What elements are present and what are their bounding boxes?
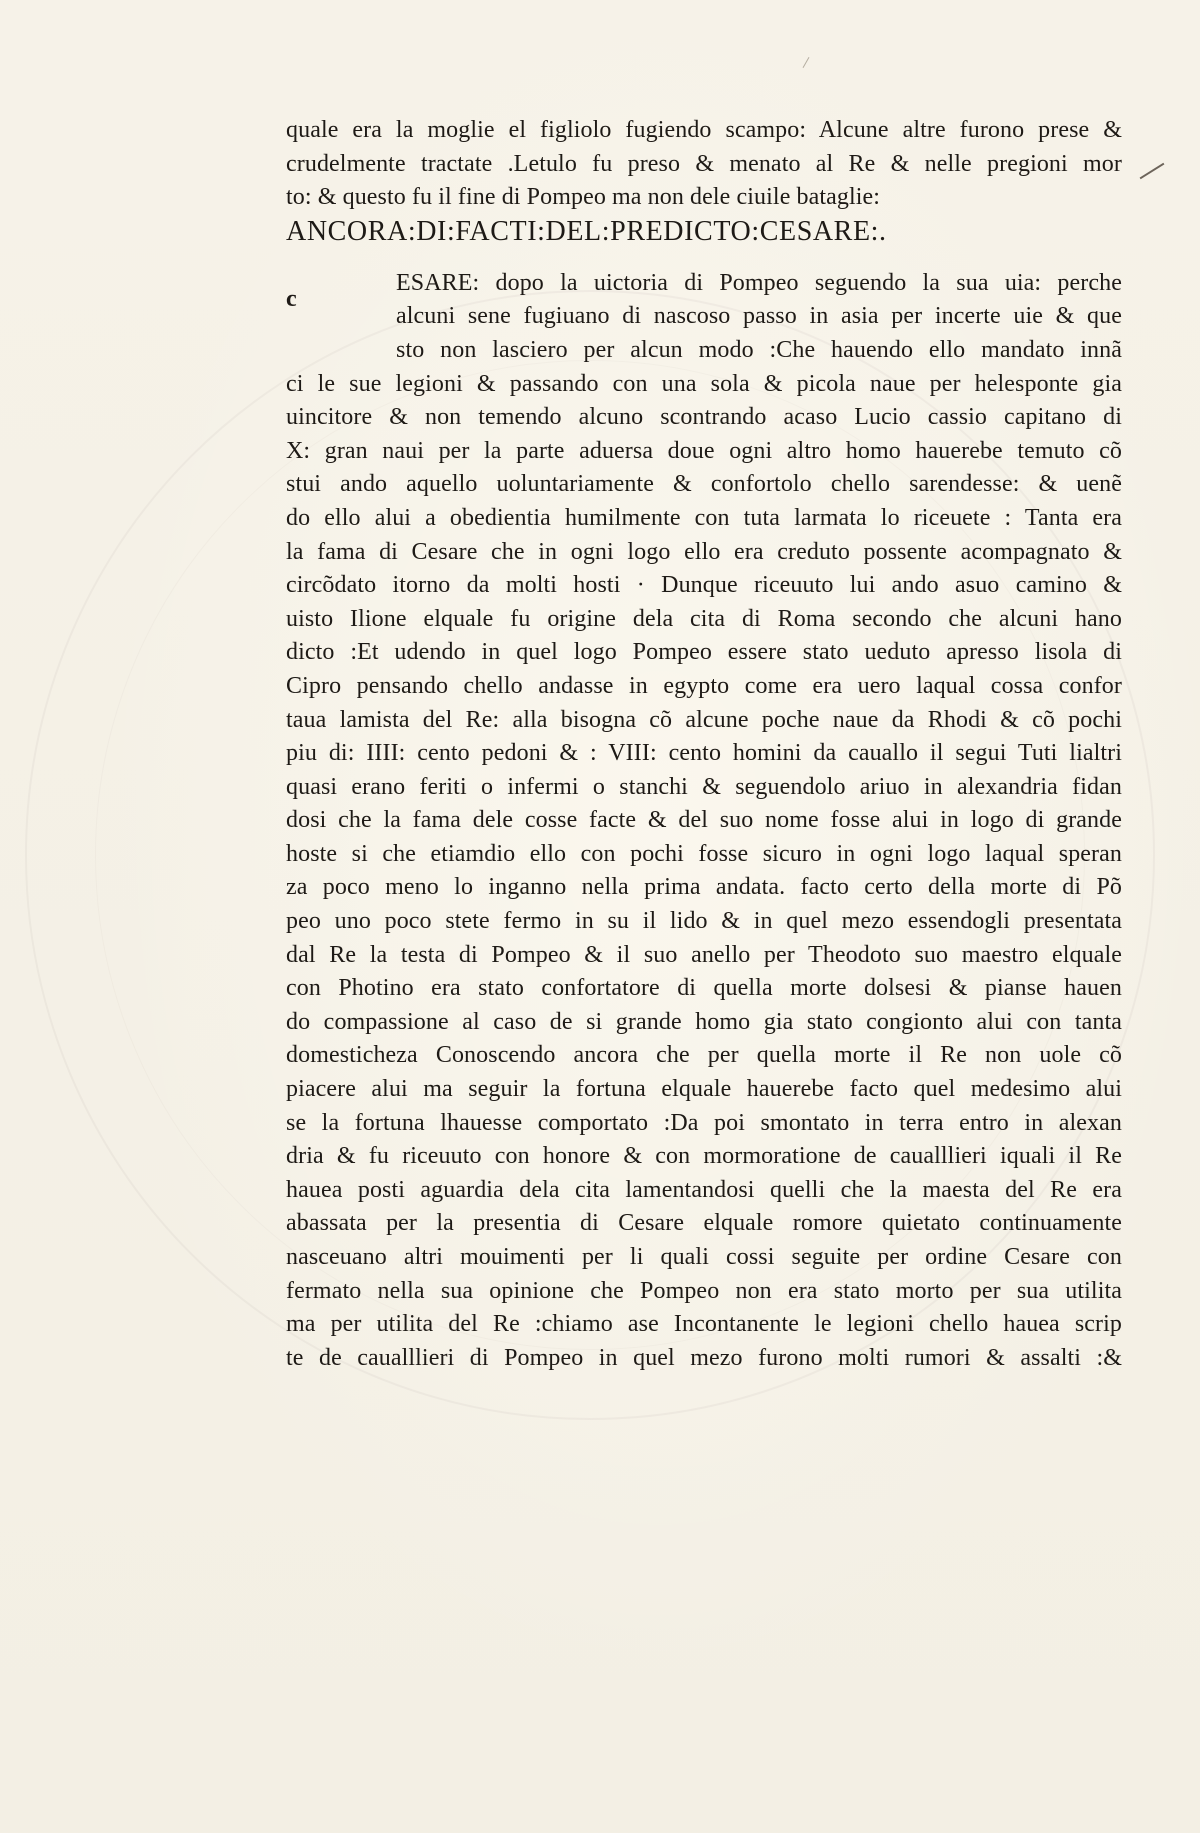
text-line: crudelmente tractate .Letulo fu preso & menato al Re & nelle pregioni mor — [286, 150, 1122, 177]
text-line: taua lamista del Re: alla bisogna cõ alcune poche naue da Rhodi & cõ pochi — [286, 706, 1122, 733]
text-line: ma per utilita del Re :chiamo ase Incontanente le legioni chello hauea scrip — [286, 1311, 1122, 1338]
text-line: peo uno poco stete fermo in su il lido & in quel mezo essendogli presentata — [286, 908, 1122, 935]
text-line: dosi che la fama dele cosse facte & del suo nome fosse alui in logo di grande — [286, 807, 1122, 834]
text-line: domesticheza Conoscendo ancora che per quella morte il Re non uole cõ — [286, 1042, 1122, 1069]
text-line: dria & fu riceuuto con honore & con mormoratione de caualllieri iquali il Re — [286, 1143, 1122, 1170]
initial-letter-guide: c — [286, 286, 297, 312]
text-line: quasi erano feriti o infermi o stanchi & seguendolo ariuo in alexandria fidan — [286, 773, 1122, 800]
chapter-heading: ANCORA:DI:FACTI:DEL:PREDICTO:CESARE:. — [286, 215, 887, 247]
text-line: to: & questo fu il fine di Pompeo ma non dele ciuile bataglie: — [286, 184, 881, 211]
text-line: za poco meno lo inganno nella prima andata. facto certo della morte di Põ — [286, 874, 1122, 901]
text-line: con Photino era stato confortatore di quella morte dolsesi & pianse hauen — [286, 975, 1122, 1002]
text-line: do ello alui a obedientia humilmente con tuta larmata lo riceuete : Tanta era — [286, 504, 1122, 531]
text-line: uincitore & non temendo alcuno scontrando acaso Lucio cassio capitano di — [286, 404, 1122, 431]
body-lines — [286, 368, 1122, 1376]
text-line: dicto :Et udendo in quel logo Pompeo essere stato ueduto apresso lisola di — [286, 639, 1122, 666]
text-line: uisto Ilione elquale fu origine dela cita di Roma secondo che alcuni hano — [286, 605, 1122, 632]
text-line: fermato nella sua opinione che Pompeo non era stato morto per sua utilita — [286, 1277, 1122, 1304]
text-line: hauea posti aguardia dela cita lamentandosi quelli che la maesta del Re era — [286, 1176, 1122, 1203]
text-line: abassata per la presentia di Cesare elquale romore quietato continuamente — [286, 1210, 1122, 1237]
text-line: te de caualllieri di Pompeo in quel mezo furono molti rumori & assalti :& — [286, 1344, 1122, 1371]
text-line: sto non lasciero per alcun modo :Che hauendo ello mandato innã — [396, 336, 1122, 363]
text-line: ESARE: dopo la uictoria di Pompeo seguendo la sua uia: perche — [396, 269, 1122, 296]
text-line: piacere alui ma seguir la fortuna elquale hauerebe facto quel medesimo alui — [286, 1076, 1122, 1103]
text-line: quale era la moglie el figliolo fugiendo scampo: Alcune altre furono prese & — [286, 117, 1122, 143]
text-line: do compassione al caso de si grande homo gia stato congionto alui con tanta — [286, 1008, 1122, 1035]
text-line: piu di: IIII: cento pedoni & : VIII: cento homini da cauallo il segui Tuti lialtri — [286, 740, 1122, 767]
text-line: ci le sue legioni & passando con una sola & picola naue per helespontе gia — [286, 370, 1122, 397]
top-ink-mark — [803, 57, 810, 68]
text-line: dal Re la testa di Pompeo & il suo anello per Theodoto suo maestro elquale — [286, 941, 1122, 968]
opening-paragraph — [286, 114, 1122, 215]
text-line: circõdato itorno da molti hosti · Dunque riceuuto lui ando asuo camino & — [286, 572, 1122, 599]
text-line: la fama di Cesare che in ogni logo ello era creduto possente acompagnato & — [286, 538, 1122, 565]
text-line: X: gran naui per la parte aduersa doue ogni altro homo hauerebe temuto cõ — [286, 437, 1122, 464]
text-line: alcuni sene fugiuano di nascoso passo in asia per incerte uie & que — [396, 303, 1122, 330]
text-line: se la fortuna lhauesse comportato :Da poi smontato in terra entro in alexan — [286, 1109, 1122, 1136]
text-line: nasceuano altri mouimenti per li quali cossi seguite per ordine Cesare con — [286, 1244, 1122, 1270]
text-line: hoste si che etiamdio ello con pochi fosse sicuro in ogni logo laqual speran — [286, 840, 1122, 867]
main-paragraph — [286, 267, 1122, 1376]
text-line: Cipro pensando chello andasse in egypto come era uero laqual cossa confor — [286, 672, 1122, 699]
text-block — [286, 114, 1122, 1375]
text-line: stui ando aquello uoluntariamente & confortolo chello sarendesse: & uenẽ — [286, 471, 1122, 498]
margin-pen-mark — [1140, 163, 1165, 180]
